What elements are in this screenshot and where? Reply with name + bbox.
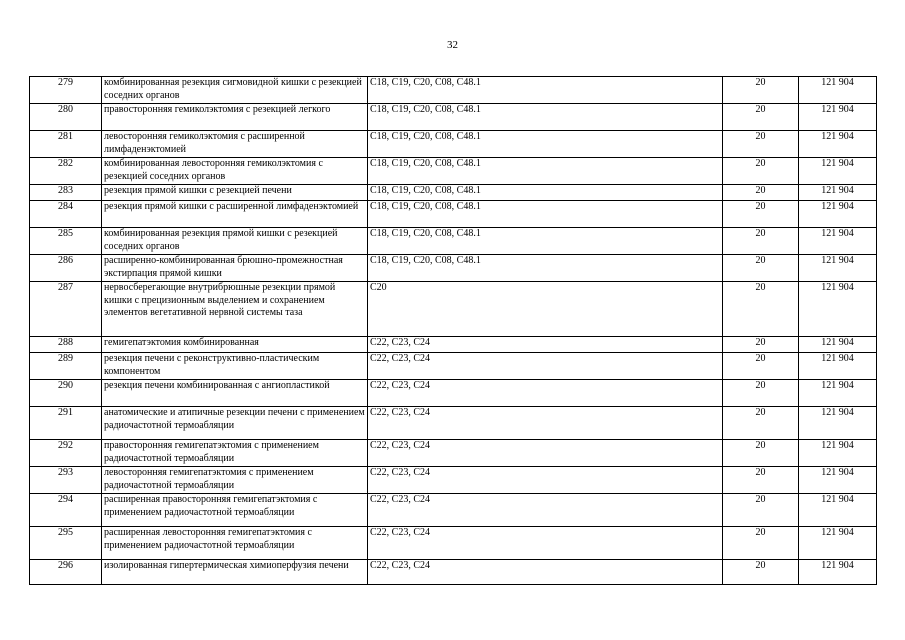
row-number: 285 <box>30 228 102 255</box>
table-row <box>30 337 877 353</box>
table-row <box>30 77 877 104</box>
cost-value: 121 904 <box>799 527 877 560</box>
diagnosis-codes: C18, C19, C20, C08, C48.1 <box>368 158 723 185</box>
group-number: 20 <box>723 282 799 337</box>
row-number: 295 <box>30 527 102 560</box>
row-number: 292 <box>30 440 102 467</box>
procedure-name: комбинированная резекция сигмовидной кишки с резекцией соседних органов <box>102 77 368 104</box>
procedure-name: резекция прямой кишки с резекцией печени <box>102 185 368 201</box>
row-number: 286 <box>30 255 102 282</box>
table-row <box>30 201 877 228</box>
group-number: 20 <box>723 337 799 353</box>
cost-value: 121 904 <box>799 158 877 185</box>
table-row <box>30 560 877 585</box>
table-row <box>30 380 877 407</box>
table-row <box>30 158 877 185</box>
cost-value: 121 904 <box>799 131 877 158</box>
procedure-name: правосторонняя гемигепатэктомия с применением радиочастотной термоабляции <box>102 440 368 467</box>
group-number: 20 <box>723 77 799 104</box>
page-number: 32 <box>447 39 458 51</box>
cost-value: 121 904 <box>799 282 877 337</box>
cost-value: 121 904 <box>799 494 877 527</box>
table-row <box>30 255 877 282</box>
group-number: 20 <box>723 201 799 228</box>
row-number: 287 <box>30 282 102 337</box>
row-number: 283 <box>30 185 102 201</box>
row-number: 296 <box>30 560 102 585</box>
cost-value: 121 904 <box>799 228 877 255</box>
diagnosis-codes: C22, C23, C24 <box>368 440 723 467</box>
group-number: 20 <box>723 104 799 131</box>
row-number: 281 <box>30 131 102 158</box>
cost-value: 121 904 <box>799 560 877 585</box>
procedures-table <box>29 76 877 585</box>
table-row <box>30 440 877 467</box>
procedure-name: нервосберегающие внутрибрюшные резекции прямой кишки с прецизионным выделением и сохранением элементов вегетативной нервной системы таза <box>102 282 368 337</box>
procedure-name: резекция прямой кишки с расширенной лимфаденэктомией <box>102 201 368 228</box>
diagnosis-codes: C22, C23, C24 <box>368 407 723 440</box>
procedure-name: резекция печени комбинированная с ангиопластикой <box>102 380 368 407</box>
diagnosis-codes: C18, C19, C20, C08, C48.1 <box>368 77 723 104</box>
group-number: 20 <box>723 494 799 527</box>
procedure-name: расширенная левосторонняя гемигепатэктомия с применением радиочастотной термоабляции <box>102 527 368 560</box>
diagnosis-codes: C18, C19, C20, C08, C48.1 <box>368 255 723 282</box>
table-row <box>30 131 877 158</box>
cost-value: 121 904 <box>799 407 877 440</box>
procedure-name: гемигепатэктомия комбинированная <box>102 337 368 353</box>
table-row <box>30 228 877 255</box>
table-row <box>30 494 877 527</box>
table-row <box>30 185 877 201</box>
row-number: 280 <box>30 104 102 131</box>
group-number: 20 <box>723 380 799 407</box>
group-number: 20 <box>723 131 799 158</box>
cost-value: 121 904 <box>799 380 877 407</box>
procedure-name: расширенная правосторонняя гемигепатэктомия с применением радиочастотной термоабляции <box>102 494 368 527</box>
group-number: 20 <box>723 185 799 201</box>
procedure-name: правосторонняя гемиколэктомия с резекцией легкого <box>102 104 368 131</box>
procedure-name: комбинированная резекция прямой кишки с резекцией соседних органов <box>102 228 368 255</box>
row-number: 284 <box>30 201 102 228</box>
diagnosis-codes: C22, C23, C24 <box>368 337 723 353</box>
diagnosis-codes: C22, C23, C24 <box>368 353 723 380</box>
cost-value: 121 904 <box>799 255 877 282</box>
group-number: 20 <box>723 527 799 560</box>
table-row <box>30 353 877 380</box>
diagnosis-codes: C20 <box>368 282 723 337</box>
group-number: 20 <box>723 560 799 585</box>
group-number: 20 <box>723 255 799 282</box>
cost-value: 121 904 <box>799 467 877 494</box>
row-number: 291 <box>30 407 102 440</box>
cost-value: 121 904 <box>799 104 877 131</box>
group-number: 20 <box>723 353 799 380</box>
diagnosis-codes: C18, C19, C20, C08, C48.1 <box>368 131 723 158</box>
cost-value: 121 904 <box>799 353 877 380</box>
diagnosis-codes: C18, C19, C20, C08, C48.1 <box>368 104 723 131</box>
table-row <box>30 282 877 337</box>
cost-value: 121 904 <box>799 201 877 228</box>
procedure-name: расширенно-комбинированная брюшно-промежностная экстирпация прямой кишки <box>102 255 368 282</box>
group-number: 20 <box>723 407 799 440</box>
table-row <box>30 467 877 494</box>
row-number: 282 <box>30 158 102 185</box>
procedure-name: комбинированная левосторонняя гемиколэктомия с резекцией соседних органов <box>102 158 368 185</box>
row-number: 290 <box>30 380 102 407</box>
table-row <box>30 104 877 131</box>
procedure-name: анатомические и атипичные резекции печени с применением радиочастотной термоабляции <box>102 407 368 440</box>
table-row <box>30 527 877 560</box>
row-number: 293 <box>30 467 102 494</box>
table-row <box>30 407 877 440</box>
row-number: 288 <box>30 337 102 353</box>
diagnosis-codes: C22, C23, C24 <box>368 467 723 494</box>
row-number: 294 <box>30 494 102 527</box>
diagnosis-codes: C18, C19, C20, C08, C48.1 <box>368 185 723 201</box>
diagnosis-codes: C22, C23, C24 <box>368 527 723 560</box>
group-number: 20 <box>723 440 799 467</box>
procedure-name: изолированная гипертермическая химиоперфузия печени <box>102 560 368 585</box>
row-number: 289 <box>30 353 102 380</box>
procedure-name: левосторонняя гемигепатэктомия с применением радиочастотной термоабляции <box>102 467 368 494</box>
diagnosis-codes: C22, C23, C24 <box>368 380 723 407</box>
cost-value: 121 904 <box>799 440 877 467</box>
cost-value: 121 904 <box>799 185 877 201</box>
cost-value: 121 904 <box>799 337 877 353</box>
diagnosis-codes: C18, C19, C20, C08, C48.1 <box>368 228 723 255</box>
group-number: 20 <box>723 228 799 255</box>
cost-value: 121 904 <box>799 77 877 104</box>
group-number: 20 <box>723 158 799 185</box>
diagnosis-codes: C22, C23, C24 <box>368 494 723 527</box>
procedure-name: резекция печени с реконструктивно-пластическим компонентом <box>102 353 368 380</box>
row-number: 279 <box>30 77 102 104</box>
diagnosis-codes: C22, C23, C24 <box>368 560 723 585</box>
group-number: 20 <box>723 467 799 494</box>
diagnosis-codes: C18, C19, C20, C08, C48.1 <box>368 201 723 228</box>
procedure-name: левосторонняя гемиколэктомия с расширенной лимфаденэктомией <box>102 131 368 158</box>
